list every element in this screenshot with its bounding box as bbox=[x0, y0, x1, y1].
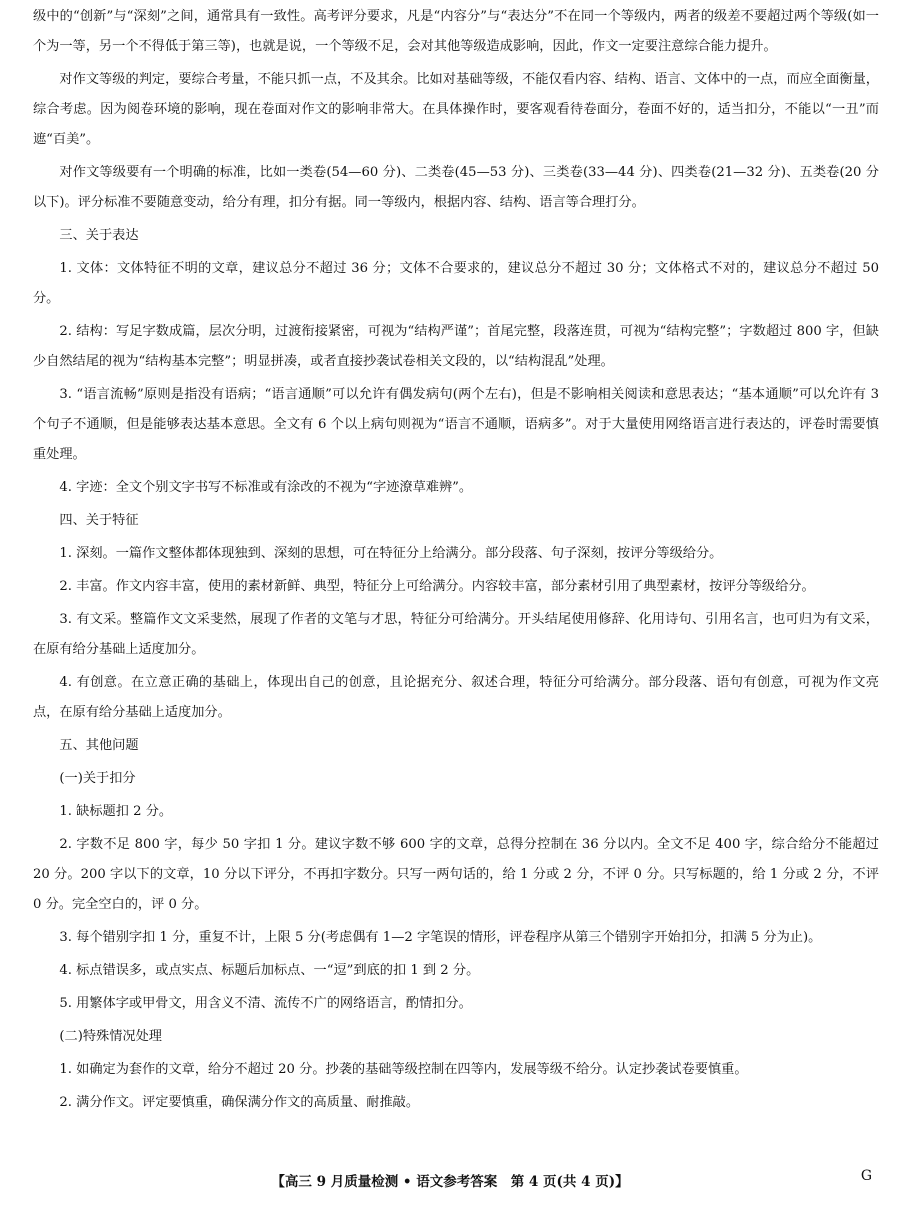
paragraph: 4. 字迹：全文个别文字书写不标准或有涂改的不视为“字迹潦草难辨”。 bbox=[59, 480, 473, 495]
section-heading: (二)特殊情况处理 bbox=[59, 1029, 162, 1044]
section-heading: (一)关于扣分 bbox=[59, 771, 136, 786]
document-body bbox=[33, 2, 879, 1121]
paragraph: 2. 丰富。作文内容丰富，使用的素材新鲜、典型，特征分上可给满分。内容较丰富，部分素材引用了典型素材，按评分等级给分。 bbox=[59, 579, 815, 594]
paragraph: 3. 每个错别字扣 1 分，重复不计，上限 5 分(考虑偶有 1—2 字笔误的情形，评卷程序从第三个错别字开始扣分，扣满 5 分为止)。 bbox=[59, 930, 822, 945]
paragraph: 4. 有创意。在立意正确的基础上，体现出自己的创意，且论据充分、叙述合理，特征分可给满分。部分段落、语句有创意，可视为作文亮点，在原有给分基础上适度加分。 bbox=[33, 675, 879, 720]
page-footer: 【高三 9 月质量检测 • 语文参考答案 第 4 页(共 4 页)】 bbox=[271, 1174, 629, 1190]
paragraph: 对作文等级要有一个明确的标准，比如一类卷(54—60 分)、二类卷(45—53 分)、三类卷(33—44 分)、四类卷(21—32 分)、五类卷(20 分以下)。评分标准不要随意变动，给分有理，扣分有据。同一等级内，根据内容、结构、语言等合理打分。 bbox=[33, 165, 879, 210]
paragraph: 2. 字数不足 800 字，每少 50 字扣 1 分。建议字数不够 600 字的文章，总得分控制在 36 分以内。全文不足 400 字，综合给分不能超过 20 分。200 字以下的文章，10 分以下评分，不再扣字数分。只写一两句话的，给 1 分或 2 分，不评 0 分。只写标题的，给 1 分或 2 分，不评 0 分。完全空白的，评 0 分。 bbox=[33, 837, 879, 912]
paragraph: 5. 用繁体字或甲骨文，用含义不清、流传不广的网络语言，酌情扣分。 bbox=[59, 996, 472, 1011]
paragraph: 3. 有文采。整篇作文文采斐然，展现了作者的文笔与才思，特征分可给满分。开头结尾使用修辞、化用诗句、引用名言，也可归为有文采，在原有给分基础上适度加分。 bbox=[33, 612, 879, 657]
paragraph: 2. 结构：写足字数成篇，层次分明，过渡衔接紧密，可视为“结构严谨”；首尾完整，段落连贯，可视为“结构完整”；字数超过 800 字，但缺少自然结尾的视为“结构基本完整”；明显拼凑，或者直接抄袭试卷相关文段的，以“结构混乱”处理。 bbox=[33, 324, 879, 369]
paragraph: 1. 文体：文体特征不明的文章，建议总分不超过 36 分；文体不合要求的，建议总分不超过 30 分；文体格式不对的，建议总分不超过 50 分。 bbox=[33, 261, 879, 306]
paragraph: 2. 满分作文。评定要慎重，确保满分作文的高质量、耐推敲。 bbox=[59, 1095, 420, 1110]
paragraph: 1. 缺标题扣 2 分。 bbox=[59, 804, 173, 819]
paragraph: 1. 深刻。一篇作文整体都体现独到、深刻的思想，可在特征分上给满分。部分段落、句子深刻，按评分等级给分。 bbox=[59, 546, 723, 561]
section-heading: 五、其他问题 bbox=[59, 738, 139, 753]
footer-version-mark: G bbox=[860, 1168, 872, 1184]
paragraph: 对作文等级的判定，要综合考量，不能只抓一点，不及其余。比如对基础等级，不能仅看内容、结构、语言、文体中的一点，而应全面衡量，综合考虑。因为阅卷环境的影响，现在卷面对作文的影响非常大。在具体操作时，要客观看待卷面分，卷面不好的，适当扣分，不能以“一丑”而遮“百美”。 bbox=[33, 72, 879, 147]
section-heading: 三、关于表达 bbox=[59, 228, 139, 243]
paragraph: 1. 如确定为套作的文章，给分不超过 20 分。抄袭的基础等级控制在四等内，发展等级不给分。认定抄袭试卷要慎重。 bbox=[59, 1062, 748, 1077]
paragraph: 3. “语言流畅”原则是指没有语病；“语言通顺”可以允许有偶发病句(两个左右)，但是不影响相关阅读和意思表达；“基本通顺”可以允许有 3 个句子不通顺，但是能够表达基本意思。全文有 6 个以上病句则视为“语言不通顺，语病多”。对于大量使用网络语言进行表达的，评卷时需要慎重处理。 bbox=[33, 387, 879, 462]
section-heading: 四、关于特征 bbox=[59, 513, 139, 528]
paragraph: 级中的“创新”与“深刻”之间，通常具有一致性。高考评分要求，凡是“内容分”与“表达分”不在同一个等级内，两者的级差不要超过两个等级(如一个为一等，另一个不得低于第三等)，也就是说，一个等级不足，会对其他等级造成影响，因此，作文一定要注意综合能力提升。 bbox=[33, 9, 879, 54]
paragraph: 4. 标点错误多，或点实点、标题后加标点、一“逗”到底的扣 1 到 2 分。 bbox=[59, 963, 480, 978]
